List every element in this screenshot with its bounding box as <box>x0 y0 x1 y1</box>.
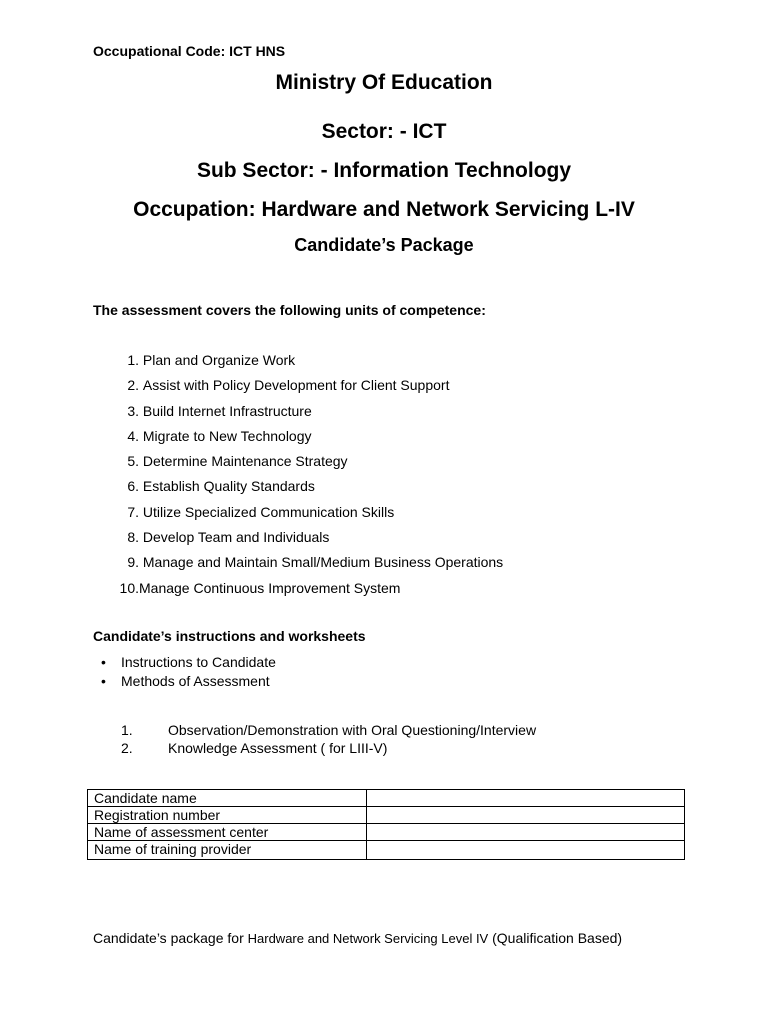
list-number: 2. <box>121 740 133 756</box>
footer-text-part3: (Qualification Based) <box>488 930 623 946</box>
bullet-icon: • <box>101 654 106 670</box>
unit-text: Assist with Policy Development for Client Support <box>142 377 450 394</box>
training-provider-value[interactable] <box>367 841 685 860</box>
sub-sector-title: Sub Sector: - Information Technology <box>196 159 572 182</box>
unit-text: Determine Maintenance Strategy <box>142 453 348 470</box>
sector-title: Sector: - ICT <box>321 120 447 143</box>
unit-text: Establish Quality Standards <box>142 478 315 495</box>
list-item <box>93 426 503 451</box>
candidate-name-label: Candidate name <box>88 790 367 807</box>
units-list <box>93 350 503 603</box>
method-text: Observation/Demonstration with Oral Questioning/Interview <box>168 722 537 738</box>
list-number: 5. <box>127 453 139 470</box>
unit-text: Migrate to New Technology <box>142 427 312 444</box>
occupation-title: Occupation: Hardware and Network Servicing L-IV <box>133 198 635 221</box>
list-item <box>93 350 503 375</box>
unit-text: Utilize Specialized Communication Skills <box>142 503 395 520</box>
unit-text: Manage Continuous Improvement System <box>139 579 401 596</box>
bullet-icon: • <box>101 672 106 689</box>
ministry-title: Ministry Of Education <box>275 71 493 94</box>
list-item <box>93 672 276 691</box>
table-row <box>88 841 685 860</box>
list-item <box>93 502 503 527</box>
assessment-center-value[interactable] <box>367 824 685 841</box>
candidate-info-table <box>87 789 685 860</box>
list-item <box>93 375 503 400</box>
table-row <box>88 807 685 824</box>
list-item <box>93 476 503 501</box>
page-footer <box>93 930 673 947</box>
footer-text-part2: Hardware and Network Servicing Level IV <box>247 931 489 946</box>
list-item <box>93 527 503 552</box>
registration-number-label: Registration number <box>88 807 367 824</box>
occupational-code: Occupational Code: ICT HNS <box>93 43 286 59</box>
method-text: Knowledge Assessment ( for LIII-V) <box>168 740 388 756</box>
table-row <box>88 790 685 807</box>
list-item <box>93 653 276 672</box>
list-number: 3. <box>127 402 139 419</box>
unit-text: Plan and Organize Work <box>142 352 296 368</box>
training-provider-label: Name of training provider <box>88 841 367 860</box>
list-item <box>93 578 503 603</box>
list-item <box>93 451 503 476</box>
bullet-text: Instructions to Candidate <box>121 654 276 670</box>
table-row <box>88 824 685 841</box>
bullet-text: Methods of Assessment <box>121 672 270 689</box>
list-item <box>93 401 503 426</box>
methods-list <box>93 721 536 757</box>
package-title: Candidate’s Package <box>294 235 474 255</box>
unit-text: Develop Team and Individuals <box>142 529 330 546</box>
registration-number-value[interactable] <box>367 807 685 824</box>
footer-text-part1: Candidate’s package for <box>93 930 248 946</box>
list-number: 4. <box>127 427 139 444</box>
assessment-center-label: Name of assessment center <box>88 824 367 841</box>
list-item <box>93 739 536 757</box>
list-number: 1. <box>127 352 139 368</box>
unit-text: Manage and Maintain Small/Medium Business Operations <box>142 554 504 571</box>
list-number: 2. <box>127 377 139 394</box>
instructions-bullet-list <box>93 653 276 690</box>
list-number: 9. <box>127 554 139 571</box>
candidate-name-value[interactable] <box>367 790 685 807</box>
instructions-heading: Candidate’s instructions and worksheets <box>93 628 366 644</box>
list-number: 8. <box>127 529 139 546</box>
list-number: 10. <box>119 579 139 596</box>
list-item <box>93 721 536 739</box>
list-number: 1. <box>121 722 133 738</box>
list-number: 7. <box>127 503 139 520</box>
list-item <box>93 552 503 577</box>
list-number: 6. <box>127 478 139 495</box>
units-intro: The assessment covers the following units of competence: <box>93 302 486 318</box>
unit-text: Build Internet Infrastructure <box>142 402 312 419</box>
